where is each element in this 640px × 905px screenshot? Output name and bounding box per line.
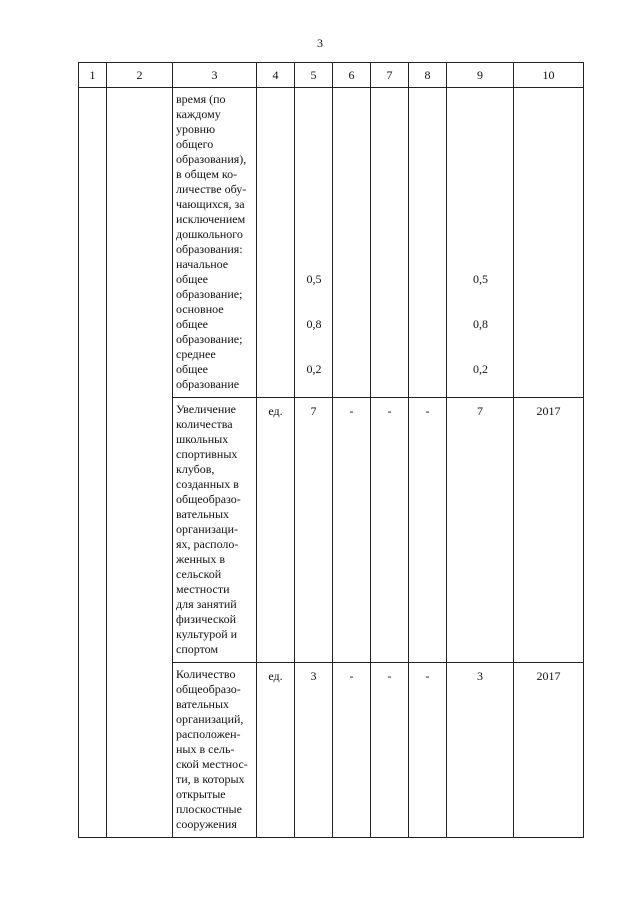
value-line: 0,8 [306, 317, 322, 331]
header-cell-8: 8 [409, 63, 447, 88]
indicator-name-cell [173, 88, 257, 398]
value-cell-col-5: 7 [295, 398, 333, 663]
value-line [298, 152, 330, 167]
value-line [298, 242, 330, 257]
value-cell-col-8: - [409, 663, 447, 838]
header-cell-1: 1 [79, 63, 107, 88]
value-line [450, 107, 511, 122]
value-line [450, 122, 511, 137]
value-cell-col-9: 7 [447, 398, 514, 663]
value-line [298, 377, 330, 392]
stacked-values [298, 92, 330, 392]
header-cell-2: 2 [107, 63, 173, 88]
value-line: 0,2 [306, 362, 322, 376]
value-line [450, 137, 511, 152]
value-cell-col-8: - [409, 398, 447, 663]
value-line: 0,2 [473, 362, 488, 376]
value-line [298, 167, 330, 182]
page-number: 3 [317, 36, 323, 50]
value-line [450, 242, 511, 257]
value-line: 0,5 [473, 272, 488, 286]
cell-col-2 [107, 88, 173, 838]
value-line [298, 347, 330, 362]
value-cell-col-6: - [333, 663, 371, 838]
header-cell-5: 5 [295, 63, 333, 88]
value-line [298, 137, 330, 152]
value-line [450, 182, 511, 197]
value-cell-col-7: - [371, 398, 409, 663]
value-line [298, 287, 330, 302]
indicator-name: Увеличение количества школьных спортивных клубов, созданных в общеобразо- вательных организаци- ях, располо- женных в сельской местности для занятий физической культурой и спортом [176, 402, 241, 656]
header-cell-10: 10 [514, 63, 584, 88]
value-line [298, 227, 330, 242]
stacked-values [450, 92, 511, 392]
indicator-name-cell [173, 398, 257, 663]
value-line [298, 197, 330, 212]
value-cell-col-7 [371, 88, 409, 398]
value-cell-col-10: 2017 [514, 663, 584, 838]
value-line: 0,8 [473, 317, 488, 331]
value-line [450, 152, 511, 167]
header-cell-7: 7 [371, 63, 409, 88]
value-line [298, 302, 330, 317]
header-cell-6: 6 [333, 63, 371, 88]
cell-col-1 [79, 88, 107, 838]
header-cell-4: 4 [257, 63, 295, 88]
value-cell-col-7: - [371, 663, 409, 838]
value-cell-col-10 [514, 88, 584, 398]
value-line [298, 122, 330, 137]
value-line [450, 347, 511, 362]
unit-cell: ед. [257, 663, 295, 838]
value-line [298, 257, 330, 272]
value-line [450, 167, 511, 182]
value-cell-col-9: 3 [447, 663, 514, 838]
value-line [450, 257, 511, 272]
value-line [298, 107, 330, 122]
header-cell-9: 9 [447, 63, 514, 88]
value-cell-col-5 [295, 88, 333, 398]
value-line [450, 197, 511, 212]
value-cell-col-8 [409, 88, 447, 398]
value-line [450, 302, 511, 317]
value-line [450, 227, 511, 242]
value-line [450, 377, 511, 392]
value-line [298, 182, 330, 197]
indicator-name: время (по каждому уровню общего образования), в общем ко- личестве обу- чающихся, за исключением дошкольного образования: начальное общее образование; основное общее образование; среднее общее образование [176, 92, 247, 391]
unit-cell [257, 88, 295, 398]
value-cell-col-6: - [333, 398, 371, 663]
value-line [450, 332, 511, 347]
table-row [79, 88, 584, 398]
indicator-name: Количество общеобразо- вательных организаций, расположен- ных в сель- ской местнос- ти, в которых открытые плоскостные сооружения [176, 667, 248, 831]
unit-cell: ед. [257, 398, 295, 663]
value-line [298, 92, 330, 107]
indicator-name-cell [173, 663, 257, 838]
indicators-table [78, 62, 584, 838]
header-row [79, 63, 584, 88]
value-line: 0,5 [306, 272, 322, 286]
value-line [450, 212, 511, 227]
value-cell-col-5: 3 [295, 663, 333, 838]
header-cell-3: 3 [173, 63, 257, 88]
value-cell-col-6 [333, 88, 371, 398]
value-line [450, 287, 511, 302]
value-cell-col-10: 2017 [514, 398, 584, 663]
value-line [298, 212, 330, 227]
value-cell-col-9 [447, 88, 514, 398]
value-line [450, 92, 511, 107]
value-line [298, 332, 330, 347]
